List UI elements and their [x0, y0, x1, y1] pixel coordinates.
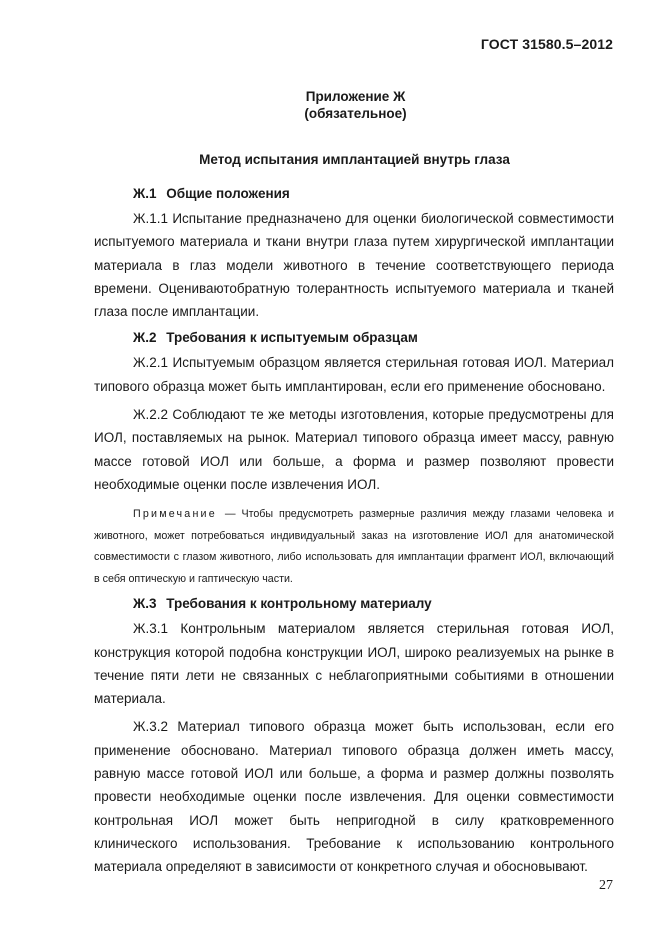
section-heading-1: [94, 184, 614, 203]
appendix-title: Приложение Ж: [305, 89, 406, 104]
section-title: Общие положения: [166, 186, 290, 201]
note-label: Примечание: [133, 508, 217, 521]
section-title: Требования к испытуемым образцам: [166, 330, 418, 346]
section-number: Ж.3: [133, 596, 157, 612]
document-body: [94, 184, 614, 884]
appendix-heading: [0, 88, 661, 122]
section-number: Ж.1: [133, 186, 157, 201]
note-text: — Чтобы предусмотреть размерные различия между глазами человека и животного, может потребоваться индивидуальный заказ на изготовление ИОЛ для анатомической совместимости с глазом животного, либо использовать для имплантации фрагмент ИОЛ, включающий в себя оптическую и гаптическую части.: [94, 508, 614, 585]
paragraph-1-1: Ж.1.1 Испытание предназначено для оценки биологической совместимости испытуемого материала и ткани внутри глаза путем хирургической имплантации материала в глаз модели животного в течение соответствующего периода времени. Оцениваютобратную толерантность испытуемого материала и тканей глаза после имплантации.: [94, 211, 614, 320]
paragraph-3-1: Ж.3.1 Контрольным материалом является стерильная готовая ИОЛ, конструкция которой подобна конструкции ИОЛ, широко реализуемых на рынке в течение пяти лети не связанных с неблагоприятными событиями в отношении материала.: [94, 621, 614, 707]
section-title: Требования к контрольному материалу: [166, 596, 432, 612]
main-title: Метод испытания имплантацией внутрь глаза: [199, 152, 510, 167]
paragraph-2-2: Ж.2.2 Соблюдают те же методы изготовления, которые предусмотрены для ИОЛ, поставляемых на рынок. Материал типового образца имеет массу, равную массе готовой ИОЛ или больше, а форма и размер позволяют провести необходимые оценки после извлечения ИОЛ.: [94, 407, 614, 492]
paragraph-2-1: Ж.2.1 Испытуемым образцом является стерильная готовая ИОЛ. Материал типового образца может быть имплантирован, если его применение обосновано.: [94, 355, 614, 394]
section-number: Ж.2: [133, 330, 157, 346]
section-heading-3: [94, 594, 614, 613]
page-number: 27: [599, 878, 613, 893]
paragraph-3-2: Ж.3.2 Материал типового образца может быть использован, если его применение обосновано. Материал типового образца должен иметь массу, равную массе готовой ИОЛ или больше, а форма и размер должны позволять провести необходимые оценки после извлечения. Для оценки совместимости контрольная ИОЛ может быть непригодной в силу кратковременного клинического использования. Требование к использованию контрольного материала определяют в зависимости от конкретного случая и обосновывают.: [94, 719, 614, 875]
document-code: ГОСТ 31580.5–2012: [480, 36, 613, 52]
note: [94, 504, 614, 590]
appendix-status: (обязательное): [304, 106, 407, 121]
section-heading-2: [94, 328, 614, 347]
